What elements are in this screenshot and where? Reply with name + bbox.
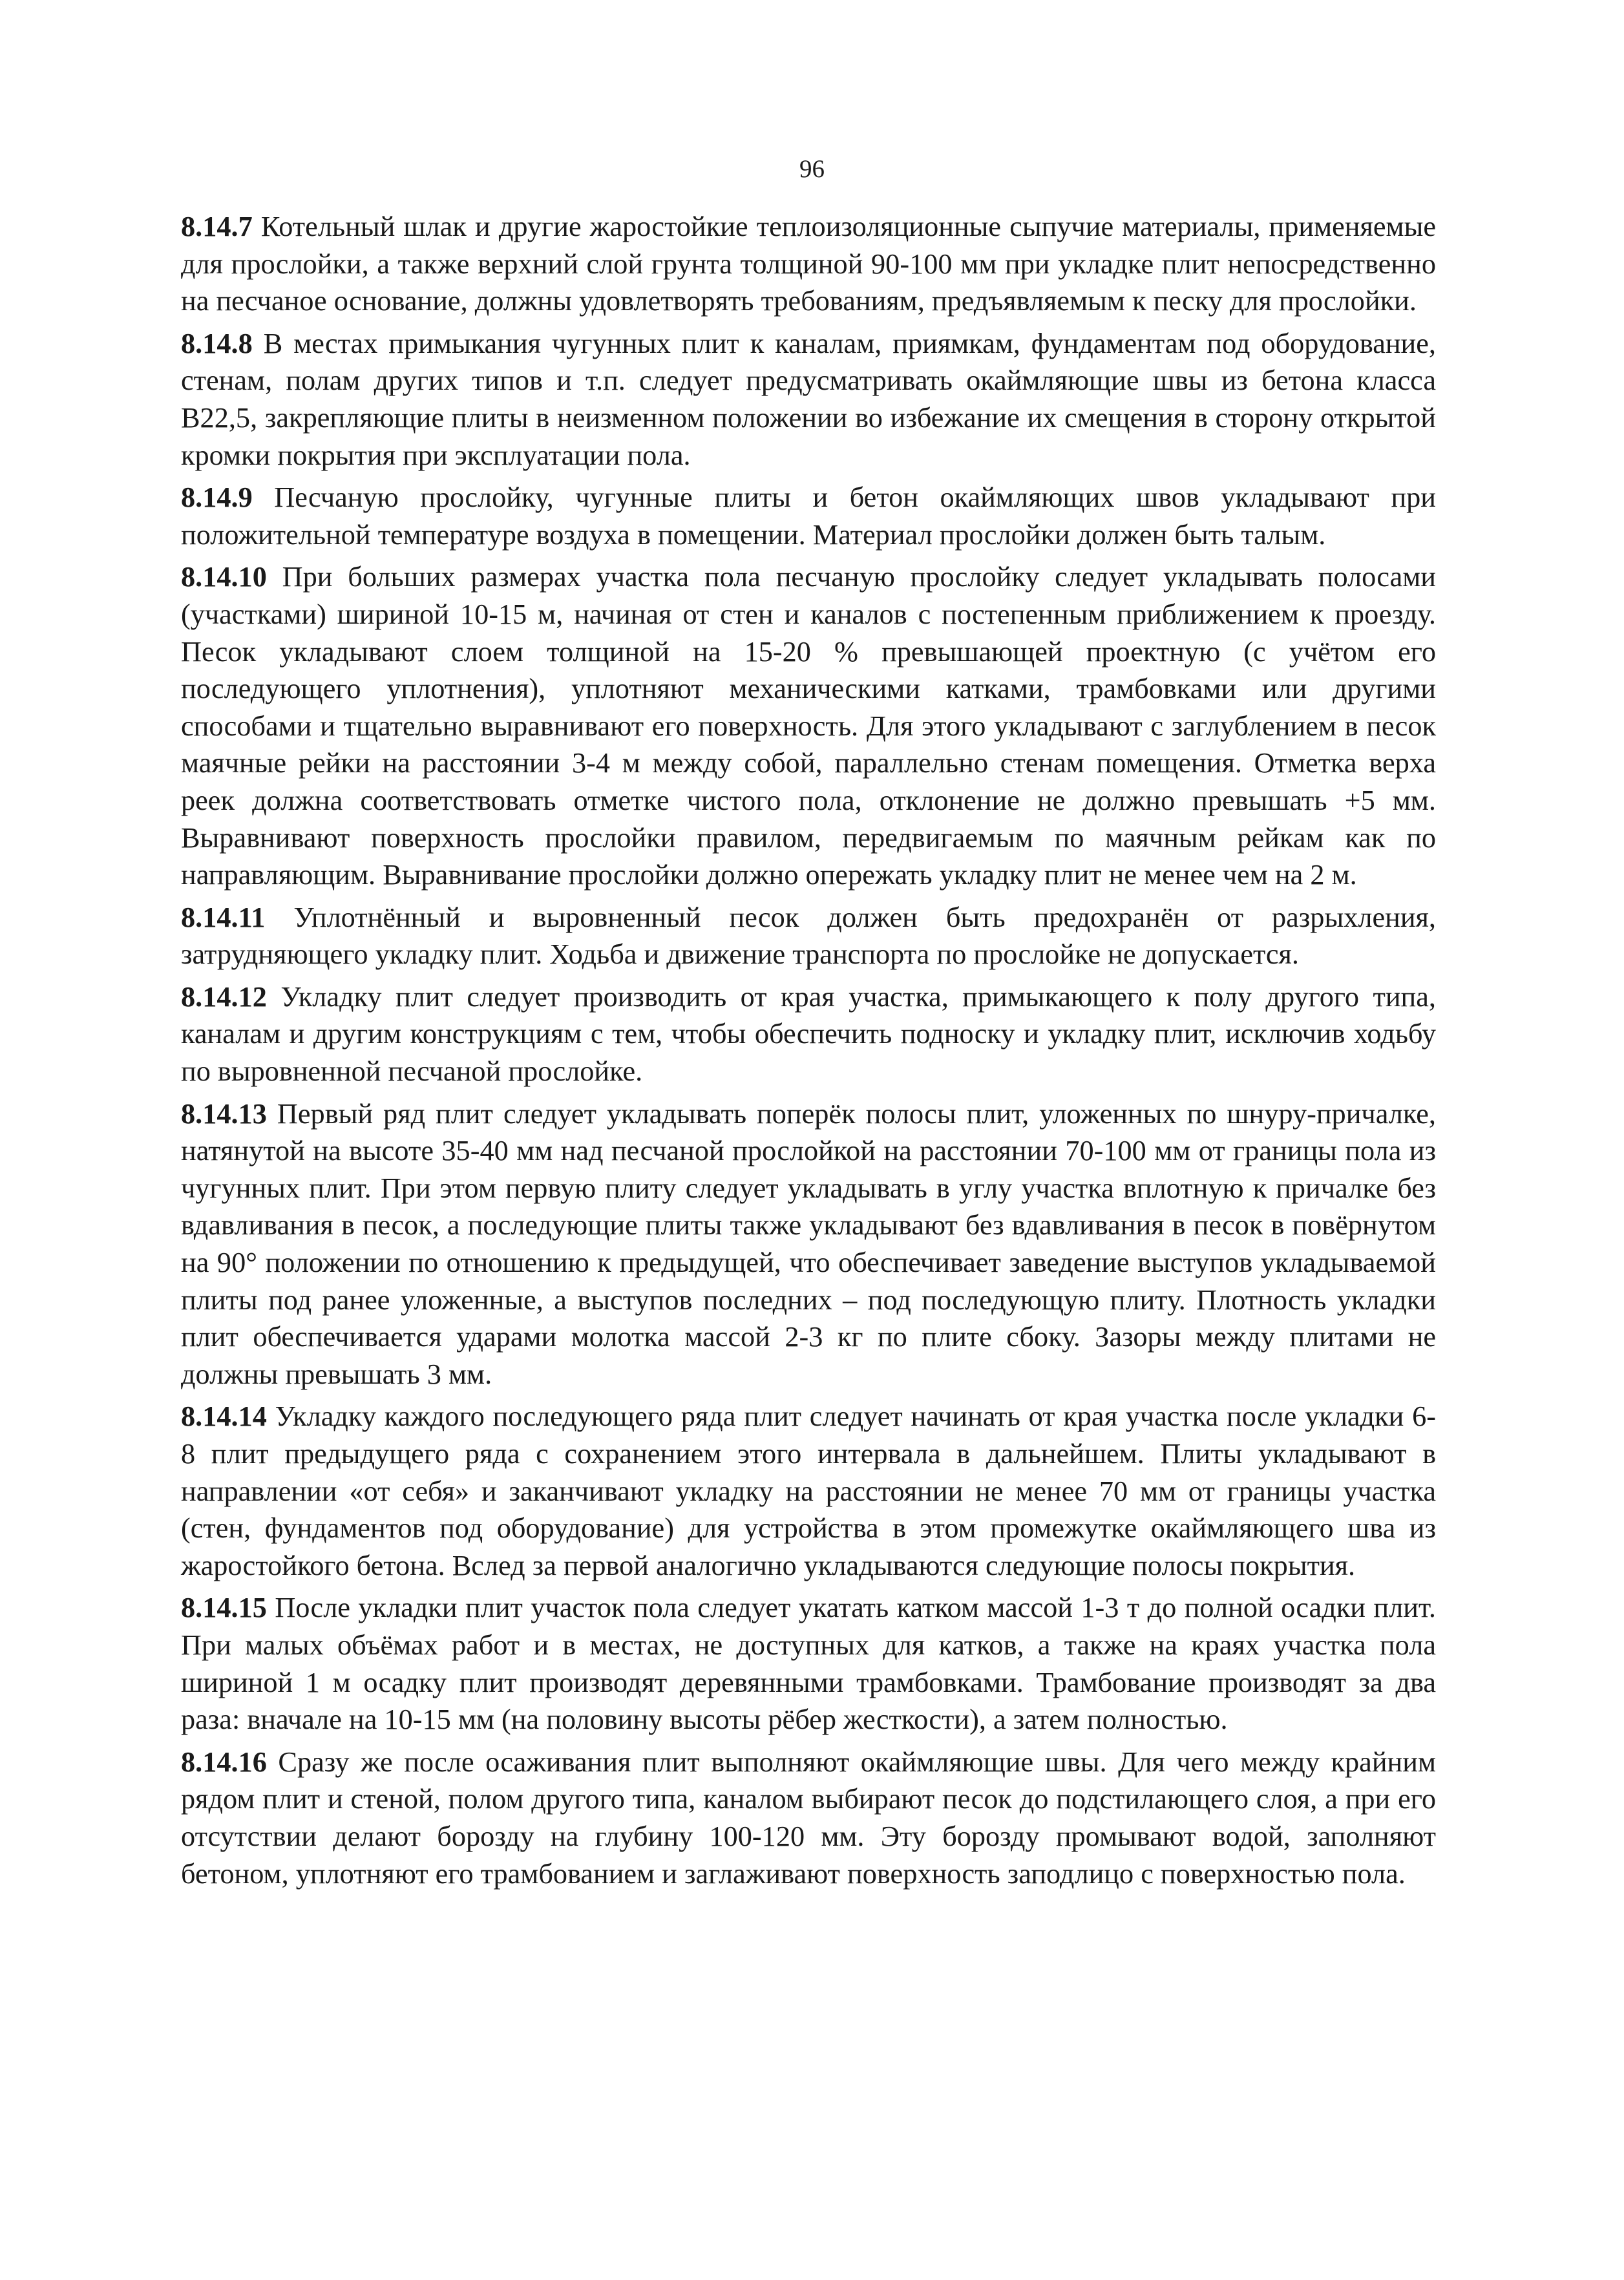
paragraph-number: 8.14.16: [181, 1746, 267, 1778]
paragraph-text: Первый ряд плит следует укладывать поперёк полосы плит, уложенных по шнуру-причалке, натянутой на высоте 35-40 мм над песчаной прослойкой на расстоянии 70-100 мм от границы пола из чугунных плит. При этом первую плиту следует укладывать в углу участка вплотную к причалке без вдавливания в песок, а последующие плиты также укладывают без вдавливания в песок в повёрнутом на 90° положении по отношению к предыдущей, что обеспечивает заведение выступов укладываемой плиты под ранее уложенные, а выступов последних – под последующую плиту. Плотность укладки плит обеспечивается ударами молотка массой 2-3 кг по плите сбоку. Зазоры между плитами не должны превышать 3 мм.: [181, 1097, 1436, 1390]
paragraph-8-14-12: [181, 978, 1436, 1090]
paragraph-number: 8.14.15: [181, 1592, 267, 1624]
paragraph-number: 8.14.8: [181, 327, 253, 359]
paragraph-8-14-14: [181, 1398, 1436, 1584]
paragraph-number: 8.14.11: [181, 901, 266, 933]
paragraph-8-14-11: [181, 899, 1436, 973]
paragraph-text: Песчаную прослойку, чугунные плиты и бетон окаймляющих швов укладывают при положительной температуре воздуха в помещении. Материал прослойки должен быть талым.: [181, 481, 1437, 551]
paragraph-8-14-8: [181, 325, 1436, 474]
paragraph-8-14-16: [181, 1744, 1436, 1892]
paragraph-text: Укладку плит следует производить от края участка, примыкающего к полу другого типа, каналам и другим конструкциям с тем, чтобы обеспечить подноску и укладку плит, исключив ходьбу по выровненной песчаной прослойке.: [181, 980, 1437, 1088]
paragraph-number: 8.14.7: [181, 211, 253, 242]
paragraph-number: 8.14.10: [181, 561, 267, 593]
paragraph-number: 8.14.9: [181, 481, 253, 514]
paragraph-8-14-9: [181, 479, 1436, 553]
paragraph-text: Сразу же после осаживания плит выполняют окаймляющие швы. Для чего между крайним рядом плит и стеной, полом другого типа, каналом выбирают песок до подстилающего слоя, а при его отсутствии делают борозду на глубину 100-120 мм. Эту борозду промывают водой, заполняют бетоном, уплотняют его трамбованием и заглаживают поверхность заподлицо с поверхностью пола.: [181, 1746, 1436, 1890]
page-content: [181, 208, 1436, 1897]
paragraph-text: После укладки плит участок пола следует укатать катком массой 1-3 т до полной осадки плит. При малых объёмах работ и в местах, не доступных для катков, а также на краях участка пола шириной 1 м осадку плит производят деревянными трамбовками. Трамбование производят за два раза: вначале на 10-15 мм (на половину высоты рёбер жесткости), а затем полностью.: [181, 1592, 1436, 1736]
paragraph-number: 8.14.14: [181, 1400, 267, 1433]
paragraph-8-14-13: [181, 1095, 1436, 1393]
paragraph-number: 8.14.13: [181, 1097, 267, 1130]
paragraph-text: Котельный шлак и другие жаростойкие теплоизоляционные сыпучие материалы, применяемые для прослойки, а также верхний слой грунта толщиной 90-100 мм при укладке плит непосредственно на песчаное основание, должны удовлетворять требованиям, предъявляемым к песку для прослойки.: [181, 211, 1436, 317]
paragraph-number: 8.14.12: [181, 980, 267, 1013]
paragraph-8-14-10: [181, 558, 1436, 893]
page-number: 96: [799, 155, 825, 183]
paragraph-text: Укладку каждого последующего ряда плит следует начинать от края участка после укладки 6-8 плит предыдущего ряда с сохранением этого интервала в дальнейшем. Плиты укладывают в направлении «от себя» и заканчивают укладку на расстоянии не менее 70 мм от границы участка (стен, фундаментов под оборудование) для устройства в этом промежутке окаймляющего шва из жаростойкого бетона. Вслед за первой аналогично укладываются следующие полосы покрытия.: [181, 1400, 1436, 1581]
paragraph-text: Уплотнённый и выровненный песок должен быть предохранён от разрыхления, затрудняющего укладку плит. Ходьба и движение транспорта по прослойке не допускается.: [181, 901, 1436, 971]
paragraph-text: При больших размерах участка пола песчаную прослойку следует укладывать полосами (участками) шириной 10-15 м, начиная от стен и каналов с постепенным приближением к проезду. Песок укладывают слоем толщиной на 15-20 % превышающей проектную (с учётом его последующего уплотнения), уплотняют механическими катками, трамбовками или другими способами и тщательно выравнивают его поверхность. Для этого укладывают с заглублением в песок маячные рейки на расстоянии 3-4 м между собой, параллельно стенам помещения. Отметка верха реек должна соответствовать отметке чистого пола, отклонение не должно превышать +5 мм. Выравнивают поверхность прослойки правилом, передвигаемым по маячным рейкам как по направляющим. Выравнивание прослойки должно опережать укладку плит не менее чем на 2 м.: [181, 561, 1437, 891]
paragraph-8-14-15: [181, 1589, 1436, 1738]
paragraph-8-14-7: [181, 208, 1436, 320]
paragraph-text: В местах примыкания чугунных плит к каналам, приямкам, фундаментам под оборудование, стенам, полам других типов и т.п. следует предусматривать окаймляющие швы из бетона класса В22,5, закрепляющие плиты в неизменном положении во избежание их смещения в сторону открытой кромки покрытия при эксплуатации пола.: [181, 327, 1436, 471]
